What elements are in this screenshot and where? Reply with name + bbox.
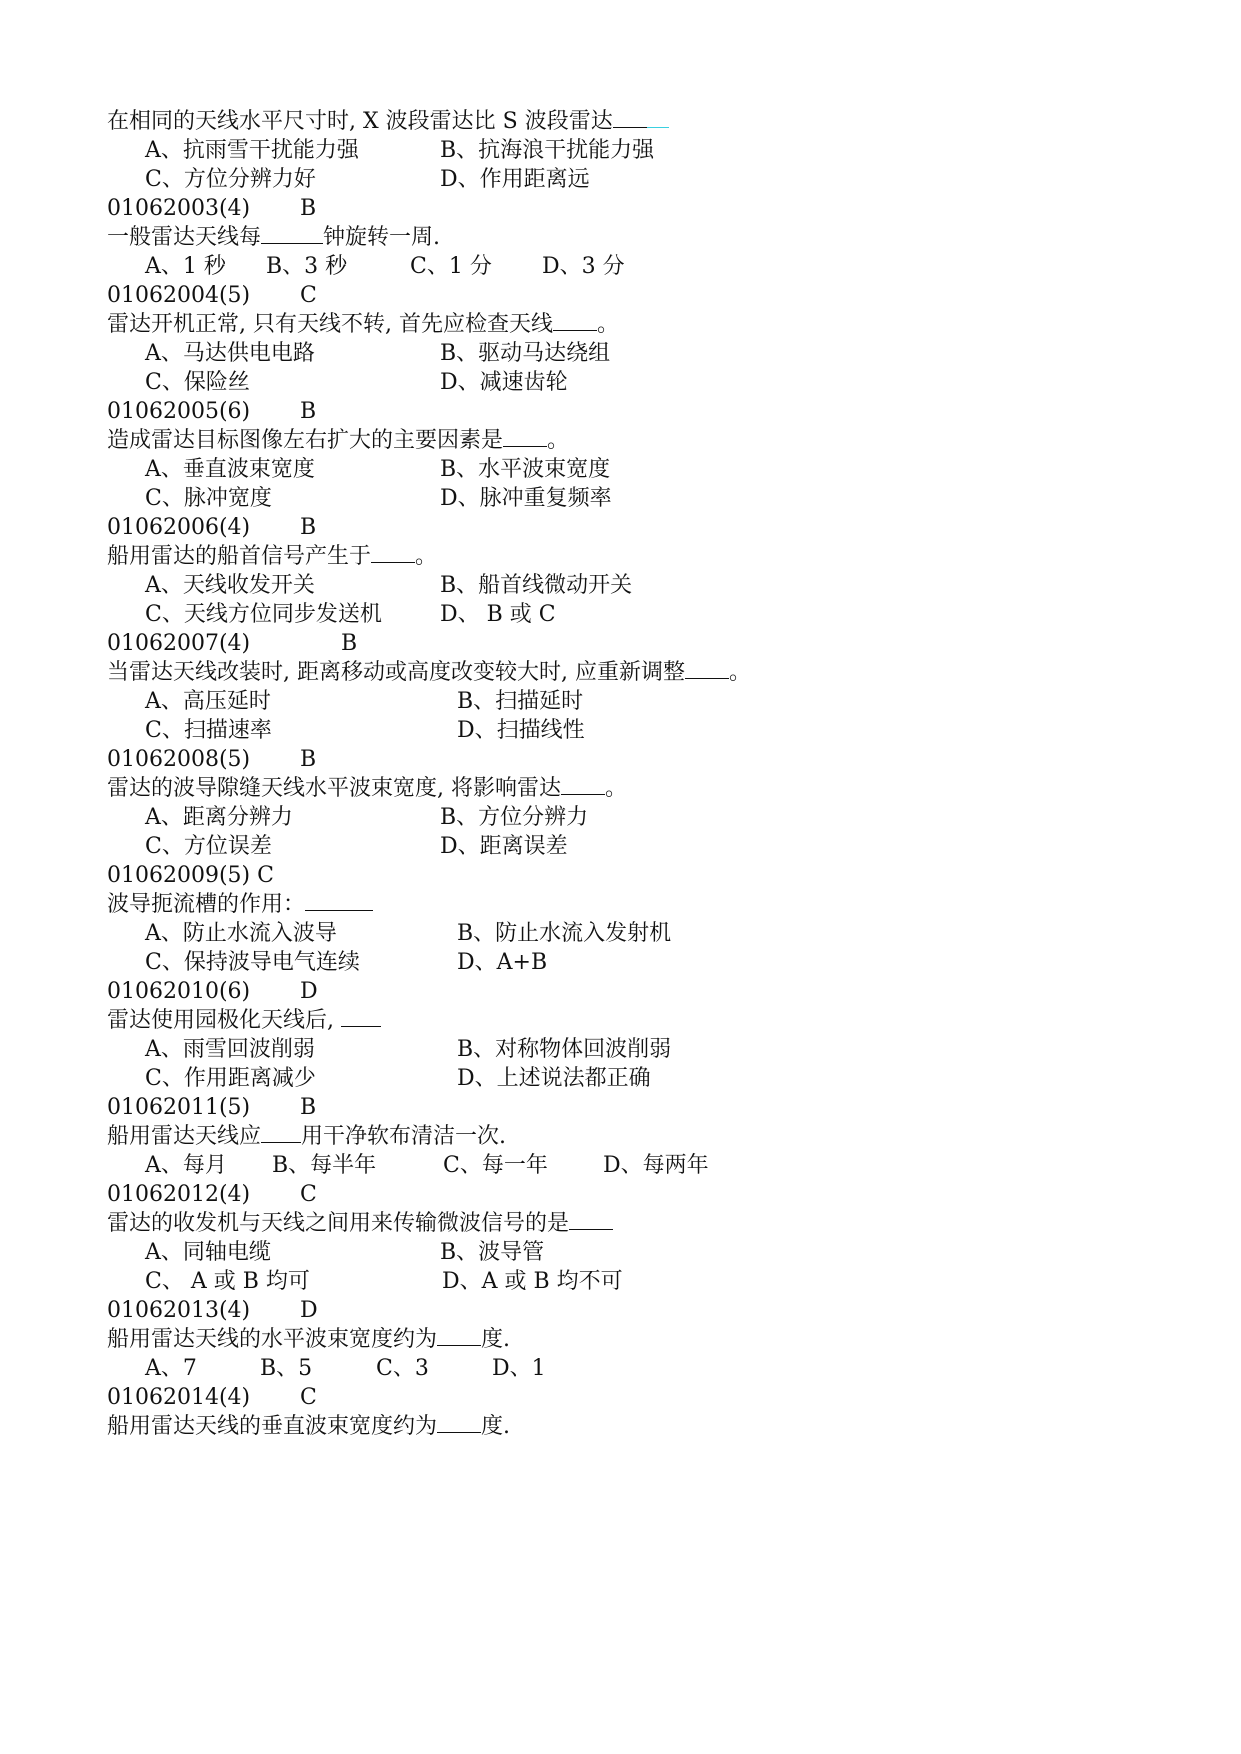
- option-a: A、垂直波束宽度: [145, 457, 315, 482]
- option-row: [0, 947, 1241, 979]
- option-a: A、1 秒: [145, 254, 226, 279]
- option-row: [0, 802, 1241, 834]
- question-text: 用干净软布清洁一次.: [301, 1124, 507, 1149]
- option-b: B、防止水流入发射机: [457, 921, 672, 946]
- question-code: 01062003(4): [107, 196, 251, 221]
- option-row: [0, 570, 1241, 602]
- option-row: [0, 367, 1241, 399]
- option-d: D、 B 或 C: [440, 602, 556, 627]
- option-d: D、作用距离远: [440, 167, 590, 192]
- answer-key: C: [300, 1182, 317, 1207]
- answer-key: D: [300, 979, 318, 1004]
- question-code-row: [0, 193, 1241, 225]
- question-text: 雷达的收发机与天线之间用来传输微波信号的是: [107, 1211, 570, 1236]
- question-text: 度.: [481, 1327, 511, 1352]
- question-stem: [0, 657, 1241, 689]
- option-a: A、防止水流入波导: [145, 921, 337, 946]
- question-stem: [0, 1324, 1241, 1356]
- option-d: D、上述说法都正确: [457, 1066, 651, 1091]
- option-row: [0, 686, 1241, 718]
- answer-key: B: [300, 196, 317, 221]
- question-stem: [0, 1121, 1241, 1153]
- question-text: 钟旋转一周.: [323, 225, 441, 250]
- option-row: [0, 1237, 1241, 1269]
- question-code-row: [0, 628, 1241, 660]
- option-b: B、3 秒: [266, 254, 348, 279]
- option-b: B、驱动马达绕组: [440, 341, 611, 366]
- option-row: [0, 338, 1241, 370]
- option-d: D、A+B: [457, 950, 548, 975]
- option-row: [0, 1353, 1241, 1385]
- question-code-row: [0, 512, 1241, 544]
- option-c: C、保持波导电气连续: [145, 950, 360, 975]
- option-a: A、高压延时: [145, 689, 271, 714]
- question-code-row: [0, 280, 1241, 312]
- answer-blank: [647, 107, 669, 128]
- question-code: 01062011(5): [107, 1095, 251, 1120]
- question-text: 雷达使用园极化天线后,: [107, 1008, 334, 1033]
- question-text: 雷达的波导隙缝天线水平波束宽度, 将影响雷达: [107, 776, 561, 801]
- answer-key: D: [300, 1298, 318, 1323]
- option-c: C、方位分辨力好: [145, 167, 316, 192]
- option-d: D、3 分: [542, 254, 625, 279]
- question-stem: [0, 1005, 1241, 1037]
- question-code: 01062007(4): [107, 631, 251, 656]
- question-stem: [0, 222, 1241, 254]
- option-a: A、7: [145, 1356, 197, 1381]
- option-c: C、 A 或 B 均可: [145, 1269, 310, 1294]
- option-a: A、同轴电缆: [145, 1240, 271, 1265]
- option-b: B、波导管: [440, 1240, 545, 1265]
- answer-key: B: [300, 515, 317, 540]
- option-d: D、A 或 B 均不可: [442, 1269, 623, 1294]
- answer-key: B: [300, 747, 317, 772]
- option-b: B、每半年: [272, 1153, 377, 1178]
- question-text: 。: [547, 428, 570, 453]
- option-a: A、马达供电电路: [145, 341, 315, 366]
- question-code: 01062006(4): [107, 515, 251, 540]
- option-c: C、1 分: [410, 254, 492, 279]
- question-text: 雷达开机正常, 只有天线不转, 首先应检查天线: [107, 312, 553, 337]
- option-c: C、作用距离减少: [145, 1066, 316, 1091]
- option-b: B、扫描延时: [457, 689, 584, 714]
- option-a: A、雨雪回波削弱: [145, 1037, 315, 1062]
- option-c: C、扫描速率: [145, 718, 272, 743]
- option-row: [0, 164, 1241, 196]
- answer-blank: [437, 1325, 481, 1346]
- question-code-row: [0, 1092, 1241, 1124]
- answer-blank: [613, 107, 647, 128]
- question-stem: [0, 889, 1241, 921]
- option-a: A、距离分辨力: [145, 805, 293, 830]
- question-stem: [0, 106, 1241, 138]
- option-d: D、扫描线性: [457, 718, 585, 743]
- question-code-row: [0, 1179, 1241, 1211]
- option-row: [0, 831, 1241, 863]
- option-c: C、3: [376, 1356, 429, 1381]
- option-row: [0, 1063, 1241, 1095]
- answer-blank: [371, 542, 415, 563]
- question-stem: [0, 773, 1241, 805]
- option-row: [0, 135, 1241, 167]
- option-row: [0, 1266, 1241, 1298]
- question-text: 波导扼流槽的作用：: [107, 892, 306, 917]
- question-code-row: [0, 976, 1241, 1008]
- option-d: D、脉冲重复频率: [440, 486, 612, 511]
- answer-key: B: [300, 1095, 317, 1120]
- question-stem: [0, 309, 1241, 341]
- question-code-row: [0, 744, 1241, 776]
- answer-blank: [569, 1209, 613, 1230]
- question-code: 01062008(5): [107, 747, 251, 772]
- option-a: A、天线收发开关: [145, 573, 315, 598]
- option-row: [0, 251, 1241, 283]
- option-d: D、距离误差: [440, 834, 568, 859]
- question-text: 造成雷达目标图像左右扩大的主要因素是: [107, 428, 504, 453]
- question-text: 船用雷达天线的垂直波束宽度约为: [107, 1414, 438, 1439]
- answer-key: B: [300, 399, 317, 424]
- question-text: 度.: [481, 1414, 511, 1439]
- question-code: 01062012(4): [107, 1182, 251, 1207]
- question-text: 。: [728, 660, 751, 685]
- answer-key: C: [300, 283, 317, 308]
- option-b: B、抗海浪干扰能力强: [440, 138, 655, 163]
- option-row: [0, 454, 1241, 486]
- answer-blank: [305, 890, 373, 911]
- option-b: B、水平波束宽度: [440, 457, 611, 482]
- option-c: C、脉冲宽度: [145, 486, 272, 511]
- answer-key: B: [341, 631, 358, 656]
- option-row: [0, 599, 1241, 631]
- question-code-row: [0, 1382, 1241, 1414]
- question-stem: [0, 1208, 1241, 1240]
- option-c: C、每一年: [443, 1153, 548, 1178]
- question-text: 在相同的天线水平尺寸时, X 波段雷达比 S 波段雷达: [107, 109, 613, 134]
- option-d: D、减速齿轮: [440, 370, 568, 395]
- option-row: [0, 1150, 1241, 1182]
- question-text: 。: [596, 312, 619, 337]
- question-code: 01062009(5) C: [107, 863, 274, 888]
- answer-blank: [685, 658, 729, 679]
- option-b: B、船首线微动开关: [440, 573, 633, 598]
- question-text: 船用雷达天线应: [107, 1124, 262, 1149]
- question-text: 船用雷达的船首信号产生于: [107, 544, 372, 569]
- question-code: 01062004(5): [107, 283, 251, 308]
- question-text: 一般雷达天线每: [107, 225, 262, 250]
- question-stem: [0, 1411, 1241, 1443]
- question-text: 船用雷达天线的水平波束宽度约为: [107, 1327, 438, 1352]
- option-b: B、对称物体回波削弱: [457, 1037, 672, 1062]
- option-row: [0, 483, 1241, 515]
- answer-blank: [503, 426, 547, 447]
- question-code: 01062010(6): [107, 979, 251, 1004]
- question-stem: [0, 425, 1241, 457]
- answer-blank: [561, 774, 605, 795]
- question-code-row: [0, 1295, 1241, 1327]
- answer-blank: [261, 223, 323, 244]
- answer-blank: [261, 1122, 301, 1143]
- answer-blank: [553, 310, 597, 331]
- option-c: C、保险丝: [145, 370, 250, 395]
- question-text: 。: [605, 776, 628, 801]
- option-b: B、5: [260, 1356, 313, 1381]
- option-c: C、方位误差: [145, 834, 272, 859]
- option-row: [0, 715, 1241, 747]
- question-code: 01062013(4): [107, 1298, 251, 1323]
- question-code-row: [0, 860, 1241, 892]
- question-code-row: [0, 396, 1241, 428]
- option-row: [0, 1034, 1241, 1066]
- question-code: 01062014(4): [107, 1385, 251, 1410]
- answer-blank: [341, 1006, 381, 1027]
- answer-blank: [437, 1412, 481, 1433]
- option-d: D、每两年: [603, 1153, 709, 1178]
- option-b: B、方位分辨力: [440, 805, 589, 830]
- option-c: C、天线方位同步发送机: [145, 602, 382, 627]
- option-d: D、1: [492, 1356, 546, 1381]
- answer-key: C: [300, 1385, 317, 1410]
- question-text: 。: [415, 544, 438, 569]
- question-stem: [0, 541, 1241, 573]
- option-a: A、抗雨雪干扰能力强: [145, 138, 359, 163]
- question-text: 当雷达天线改装时, 距离移动或高度改变较大时, 应重新调整: [107, 660, 685, 685]
- question-code: 01062005(6): [107, 399, 251, 424]
- option-a: A、每月: [145, 1153, 227, 1178]
- option-row: [0, 918, 1241, 950]
